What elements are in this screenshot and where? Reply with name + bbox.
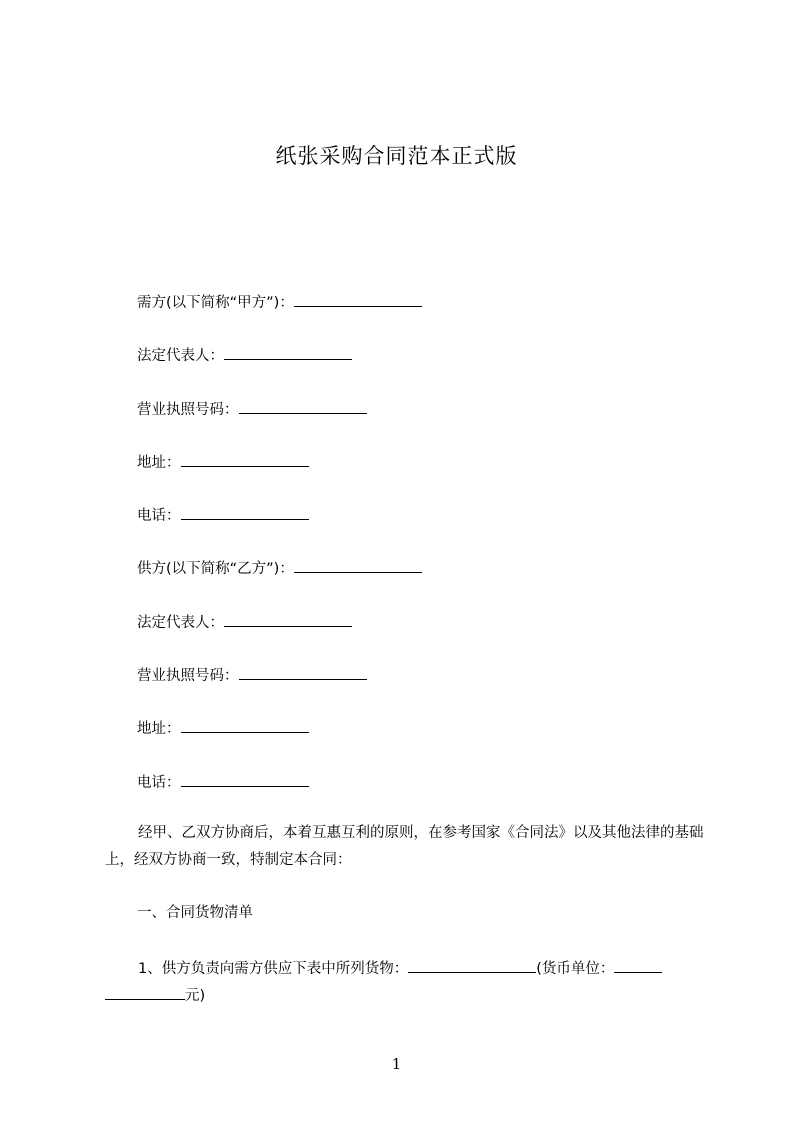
clause-1-paragraph — [105, 956, 705, 1010]
fill-in-blank[interactable] — [181, 452, 309, 467]
field-label: 营业执照号码： — [137, 401, 239, 418]
currency-label: (货币单位： — [536, 961, 615, 977]
party-info-fields — [137, 290, 422, 823]
buyer-legal-rep-field — [137, 343, 422, 369]
supplier-name-field — [137, 556, 422, 582]
intro-paragraph: 经甲、乙双方协商后，本着互惠互利的原则，在参考国家《合同法》以及其他法律的基础上，经双方协商一致，特制定本合同： — [105, 825, 704, 868]
document-title: 纸张采购合同范本正式版 — [275, 144, 518, 168]
currency-blank-line2[interactable] — [105, 985, 185, 1000]
field-label: 电话： — [137, 508, 181, 525]
supplier-phone-field — [137, 770, 422, 796]
field-label: 供方(以下简称“乙方”)： — [137, 561, 294, 578]
supplier-legal-rep-field — [137, 610, 422, 636]
field-label: 需方(以下简称“甲方”)： — [137, 295, 294, 311]
fill-in-blank[interactable] — [181, 505, 309, 520]
fill-in-blank[interactable] — [181, 772, 309, 787]
fill-in-blank[interactable] — [224, 345, 352, 360]
field-label: 营业执照号码： — [137, 668, 239, 685]
currency-end-text: 元) — [185, 988, 206, 1004]
field-label: 法定代表人： — [137, 614, 224, 631]
currency-blank-line1[interactable] — [614, 958, 662, 973]
fill-in-blank[interactable] — [294, 292, 422, 307]
fill-in-blank[interactable] — [181, 718, 309, 733]
fill-in-blank[interactable] — [294, 558, 422, 573]
field-label: 地址： — [137, 721, 181, 738]
page-number: 1 — [391, 1055, 402, 1073]
supplier-address-field — [137, 716, 422, 742]
fill-in-blank[interactable] — [224, 612, 352, 627]
buyer-phone-field — [137, 503, 422, 529]
field-label: 法定代表人： — [137, 348, 224, 365]
supplier-license-field — [137, 663, 422, 689]
section-heading: 一、合同货物清单 — [137, 905, 253, 921]
field-label: 地址： — [137, 454, 181, 471]
fill-in-blank[interactable] — [239, 399, 367, 414]
field-label: 电话： — [137, 774, 181, 791]
fill-in-blank[interactable] — [239, 665, 367, 680]
buyer-address-field — [137, 450, 422, 476]
buyer-name-field — [137, 290, 422, 316]
clause-1-text: 1、供方负责向需方供应下表中所列货物： — [138, 961, 409, 977]
buyer-license-field — [137, 397, 422, 423]
goods-blank[interactable] — [408, 958, 536, 973]
